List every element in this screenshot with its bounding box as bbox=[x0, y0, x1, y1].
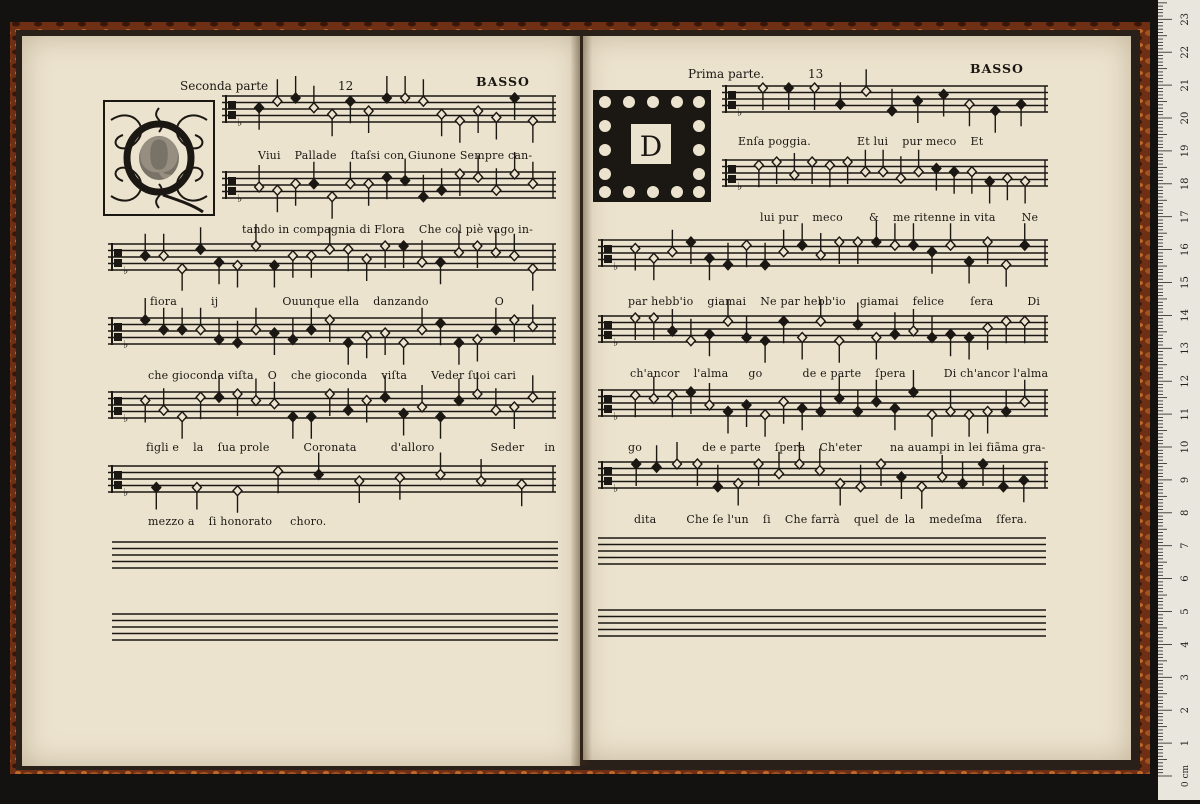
svg-text:♭: ♭ bbox=[237, 192, 243, 205]
initial-q-letter: Q bbox=[138, 128, 180, 184]
right-lyric-line-6: dita Che ſe l'un ſi Che farrà quel de la medeſma ſfera. bbox=[634, 513, 1028, 526]
left-staff-2 bbox=[222, 149, 556, 219]
left-lyric-line-4: che gioconda viſta O che gioconda viſta Veder ſuoi cari bbox=[148, 369, 517, 382]
right-header-part: Prima parte. bbox=[688, 67, 765, 81]
ruler-mark: 10 bbox=[1180, 440, 1191, 454]
left-lyric-line-6: mezzo a ſi honorato choro. bbox=[148, 515, 327, 528]
left-lyric-line-5: figli e la ſua prole Coronata d'alloro Seder in bbox=[146, 441, 556, 454]
ruler-mark: 3 bbox=[1180, 674, 1191, 681]
svg-text:♭: ♭ bbox=[123, 412, 129, 425]
left-staff-1 bbox=[222, 76, 556, 143]
ruler-mark: 23 bbox=[1180, 12, 1191, 26]
left-staff-6 bbox=[108, 453, 556, 513]
ruler-mark: 16 bbox=[1180, 243, 1191, 256]
ruler-mark: 4 bbox=[1180, 641, 1191, 648]
left-page-number: 12 bbox=[338, 79, 354, 93]
right-staff-2 bbox=[722, 150, 1048, 204]
svg-text:♭: ♭ bbox=[613, 336, 619, 349]
ruler-mark: 17 bbox=[1180, 210, 1191, 224]
left-empty-staff-1 bbox=[112, 542, 558, 568]
ruler-mark: 21 bbox=[1180, 78, 1191, 92]
left-header-part: Seconda parte bbox=[180, 79, 269, 93]
svg-text:♭: ♭ bbox=[613, 260, 619, 273]
measurement-ruler bbox=[1158, 0, 1200, 800]
right-empty-staff-2 bbox=[598, 610, 1046, 636]
right-staff-4 bbox=[598, 299, 1048, 363]
ruler-mark: 18 bbox=[1180, 177, 1191, 191]
ruler-scale bbox=[1158, 0, 1200, 800]
right-staff-1 bbox=[722, 69, 1048, 133]
right-lyric-line-5: go de e parte ſpera Ch'eter na auampi in lei fiãma gra- bbox=[628, 441, 1046, 454]
left-lyric-line-1: Viui Pallade ſtaſsi con Giunone Sempre can- bbox=[258, 149, 533, 162]
svg-text:♭: ♭ bbox=[737, 180, 743, 193]
right-lyric-line-4: ch'ancor l'alma go de e parte ſpera Di ch'ancor l'alma bbox=[630, 367, 1049, 380]
ruler-mark: 12 bbox=[1180, 374, 1191, 388]
svg-text:♭: ♭ bbox=[123, 338, 129, 351]
right-staff-3 bbox=[598, 220, 1048, 287]
right-lyric-line-3: par hebb'io giamai Ne par hebb'io giamai felice ſera Di bbox=[628, 295, 1041, 308]
svg-text:♭: ♭ bbox=[123, 486, 129, 499]
ruler-mark: 15 bbox=[1180, 276, 1191, 289]
ruler-unit: 0 cm bbox=[1181, 764, 1191, 788]
right-lyric-line-1: Enſa poggia. Et lui pur meco Et bbox=[738, 135, 984, 148]
ruler-mark: 7 bbox=[1180, 542, 1191, 549]
svg-text:♭: ♭ bbox=[237, 116, 243, 129]
svg-text:♭: ♭ bbox=[123, 264, 129, 277]
initial-d-letter: D bbox=[639, 130, 663, 163]
ruler-mark: 9 bbox=[1180, 476, 1191, 484]
svg-text:♭: ♭ bbox=[737, 106, 743, 119]
ruler-mark: 13 bbox=[1180, 341, 1191, 355]
left-lyric-line-3: fiora ij Ouunque ella danzando O bbox=[150, 295, 504, 308]
right-page-number: 13 bbox=[808, 67, 824, 81]
ruler-mark: 19 bbox=[1180, 144, 1191, 158]
ruler-mark: 14 bbox=[1180, 309, 1191, 322]
left-voice-label: BASSO bbox=[476, 74, 530, 89]
right-staff-5 bbox=[598, 370, 1048, 437]
ruler-mark: 1 bbox=[1180, 739, 1191, 747]
ruler-mark: 6 bbox=[1180, 575, 1191, 582]
left-lyric-line-2: tando in compagnia di Flora Che col piè vago in- bbox=[242, 223, 534, 236]
right-empty-staff-1 bbox=[598, 538, 1046, 564]
right-lyric-line-2: lui pur meco & me ritenne in vita Ne bbox=[760, 211, 1039, 224]
ruler-mark: 20 bbox=[1180, 111, 1191, 125]
svg-text:♭: ♭ bbox=[613, 410, 619, 423]
ruler-mark: 22 bbox=[1180, 45, 1191, 59]
ruler-mark: 8 bbox=[1180, 509, 1191, 516]
left-staff-4 bbox=[108, 295, 556, 365]
ruler-mark: 11 bbox=[1180, 407, 1191, 421]
left-staff-5 bbox=[108, 369, 556, 439]
ruler-mark: 5 bbox=[1180, 608, 1191, 615]
ruler-mark: 2 bbox=[1180, 707, 1191, 714]
left-empty-staff-2 bbox=[112, 614, 558, 640]
svg-text:♭: ♭ bbox=[613, 482, 619, 495]
right-voice-label: BASSO bbox=[970, 61, 1024, 76]
